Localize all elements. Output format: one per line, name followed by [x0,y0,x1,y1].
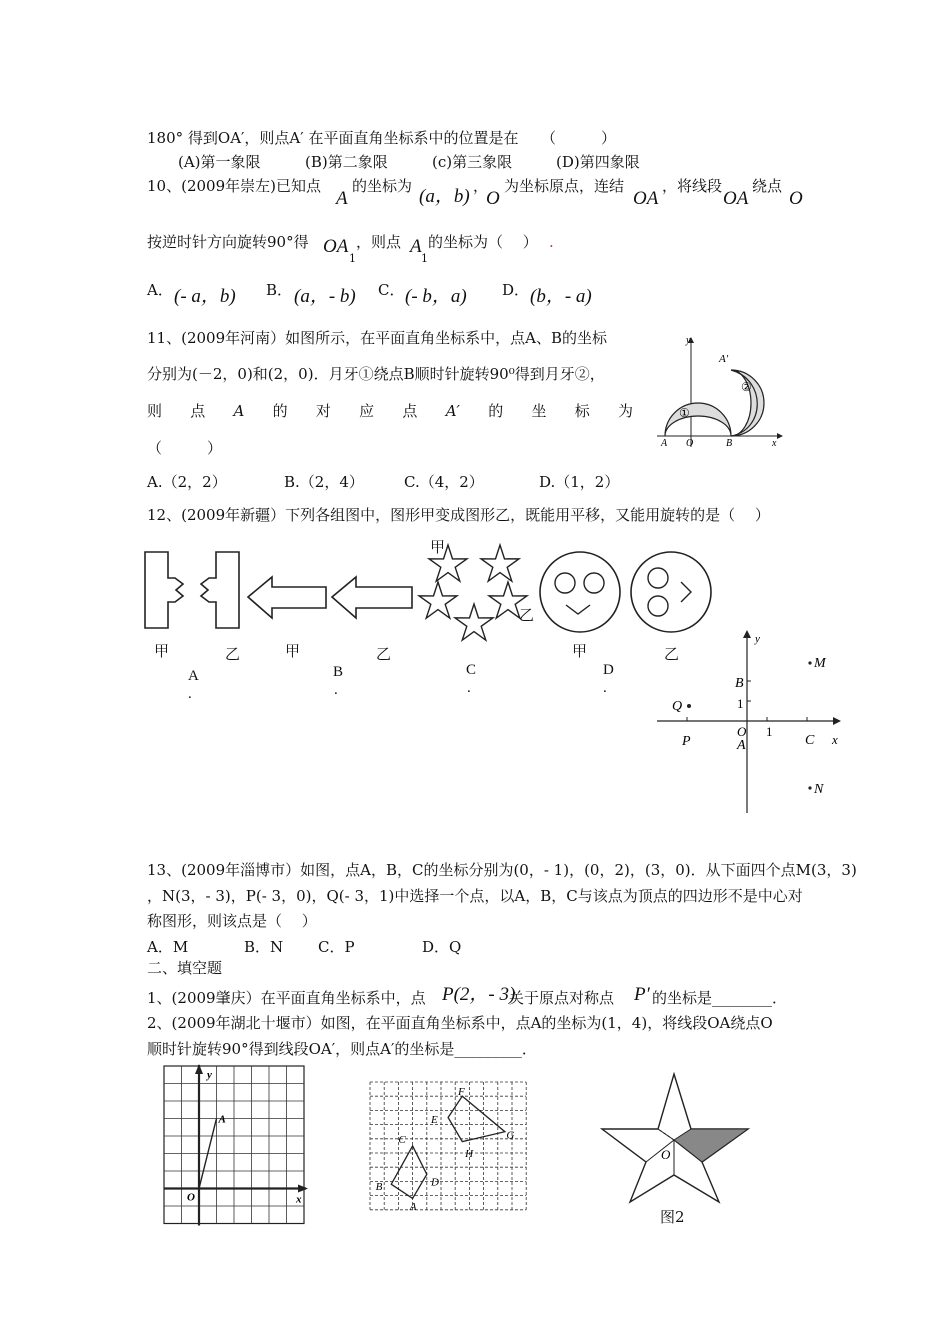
star-figure [600,1072,750,1207]
fig-b-label: B [726,438,733,449]
q10-opt-a-label: A． [147,281,173,299]
q13-option-d: D．Q [422,938,462,956]
q13-line3: 称图形，则该点是（ ） [147,912,317,930]
dashed-grid-label: H [465,1148,474,1160]
f2-line2: 顺时针旋转90°得到线段OA′，则点A′的坐标是_________． [147,1040,537,1058]
quad-efgh [448,1096,505,1141]
q12-option-c: C [466,662,477,678]
q10-opt-a: (- a，b) [174,286,236,307]
q12-label-yi-b: 乙 [376,645,392,663]
q13-coordinate-figure [655,630,855,820]
q10-text-2: ， [473,177,489,195]
q10-seg-oa-2: OA [723,188,749,209]
q10-opt-d-label: D． [502,281,530,299]
q13-option-b: B．N [244,938,284,956]
q11-line3 [147,401,633,421]
q12-option-a-dot: . [188,686,192,702]
grid-label: A [218,1113,226,1126]
q10-opt-b: (a，- b) [294,286,356,307]
fig-a-label: A [661,438,668,449]
f1-point-p: P(2，- 3) [442,984,516,1005]
dashed-grid-label: B [375,1180,383,1193]
moon2-label: ② [741,380,752,394]
q12-option-d: D [603,662,614,678]
q12-label-yi-a: 乙 [225,645,241,663]
q12-shape-a [143,550,243,632]
q13-b-label: B [735,676,744,691]
q10-line2-c: 的坐标为（ ） [428,233,538,251]
q9-option-d: (D)第四象限 [556,153,640,171]
q12-line: 12、(2009年新疆）下列各组图中，图形甲变成图形乙，既能用平移，又能用旋转的是（ ） [147,506,770,524]
q10-a1: A [410,236,422,257]
grid-x-arrow [298,1185,308,1193]
dashed-grid-label: D [431,1176,440,1189]
section-title-fill-blank: 二、填空题 [147,959,223,977]
q13-c-label: C [805,733,815,748]
q12-option-c-dot: . [467,680,471,696]
grid-figure [160,1064,310,1232]
q11-option-a: A.（2，2） [147,473,227,491]
f1-point-p2: P′ [634,984,650,1005]
dashed-grid-label: F [458,1086,465,1099]
q13-one-y: 1 [737,696,744,711]
grid-label: O [187,1191,195,1204]
q13-x-label: x [832,732,838,747]
q10-point-a: A [336,188,348,209]
q10-text-3: 为坐标原点，连结 [504,177,625,195]
f1-c: 的坐标是________． [652,989,788,1007]
q13-n-label: N [814,782,824,797]
q10-opt-d: (b，- a) [530,286,592,307]
dashed-grid-label: E [431,1114,438,1127]
grid-label: x [296,1193,302,1206]
q10-point-o-2: O [789,188,803,209]
q11-line1: 11、(2009年河南）如图所示，在平面直角坐标系中，点A、B的坐标 [147,329,607,347]
q13-one-x: 1 [766,724,773,739]
star-o-label: O [661,1147,671,1162]
q10-opt-b-label: B． [266,281,293,299]
star-shape [481,545,519,581]
q13-a-label: A [737,738,746,753]
q10-a1-sub: 1 [421,252,428,265]
dashed-grid-figure [368,1080,528,1220]
q12-label-jia-a: 甲 [154,642,170,660]
dashed-grid-label: G [506,1129,515,1142]
q13-m-label: M [814,656,826,671]
q10-coord: (a，b) [419,186,470,207]
star-shape [419,582,457,618]
star-shape [455,604,493,640]
star-caption: 图2 [660,1208,685,1226]
q9-continuation: 180° 得到OA′，则点A′ 在平面直角坐标系中的位置是在 （ ） [147,129,616,147]
q11-w: 标 [574,402,590,420]
q13-q-label: Q [672,699,683,714]
fig-o-label: O [686,438,694,449]
q10-text-1: 的坐标为 [352,177,413,195]
q12-shape-b [246,575,416,620]
q11-option-b: B.（2，4） [284,473,364,491]
q11-w: 为 [617,402,633,420]
q13-option-a: A．M [147,938,189,956]
q11-w: A′ [445,402,460,420]
fig-a1-label: A′ [719,353,729,365]
dashed-grid-label: A [409,1200,417,1213]
q11-w: 的 [488,402,504,420]
q11-w: 坐 [531,402,547,420]
q10-text-5: 绕点 [752,177,783,195]
q9-option-a: (A)第一象限 [178,153,261,171]
q10-lead: 10、(2009年崇左)已知点 [147,177,321,195]
q12-label-jia-c: 甲 [430,538,446,556]
q13-line1: 13、(2009年淄博市）如图，点A，B，C的坐标分别为(0，- 1)，(0，2)，(3，0)．从下面四个点M(3，3) [147,861,857,879]
q13-line2: ，N(3，- 3)，P(- 3，0)，Q(- 3，1)中选择一个点，以A，B，C与该点为顶点的四边形不是中心对 [147,887,803,905]
moon1-label: ① [679,406,690,420]
q11-line4: （ ） [147,439,223,457]
q11-w: 应 [359,402,375,420]
quad-abcd [391,1146,427,1199]
q10-text-4: ，将线段 [662,177,723,195]
q11-w: 的 [272,402,288,420]
q13-y-label: y [755,633,760,645]
q12-label-jia-b: 甲 [285,642,301,660]
q10-oa1: OA [323,236,349,257]
fig-x-label: x [772,438,777,449]
q12-shape-d [538,550,718,635]
q10-red-dot: . [549,233,554,251]
q12-label-jia-d: 甲 [572,642,588,660]
q11-w: 则 [147,402,163,420]
q13-option-c: C．P [318,938,355,956]
q13-p-label: P [682,734,691,749]
f1-b: 关于原点对称点 [509,989,615,1007]
f1-a: 1、(2009肇庆）在平面直角坐标系中，点 [147,989,426,1007]
q12-option-a: A [188,668,199,684]
q10-oa1-sub: 1 [349,252,356,265]
q12-option-d-dot: . [603,680,607,696]
q12-option-b-dot: . [334,682,338,698]
q10-point-o: O [486,188,500,209]
q11-option-c: C.（4，2） [404,473,484,491]
q9-option-b: (B)第二象限 [305,153,388,171]
q11-w: 点 [402,402,418,420]
q10-opt-c: (- b，a) [405,286,467,307]
q9-option-c: (c)第三象限 [432,153,513,171]
q11-w: 点 [190,402,206,420]
q11-w: A [233,402,245,420]
dashed-grid-label: C [398,1134,406,1147]
fig-y-label: y [686,335,691,346]
q11-w: 对 [315,402,331,420]
q10-opt-c-label: C． [378,281,405,299]
q13-o-label: O [737,724,747,739]
q11-moon-figure [655,335,785,450]
grid-label: y [207,1069,212,1081]
q10-seg-oa: OA [633,188,659,209]
q10-line2-a: 按逆时针方向旋转90°得 [147,233,309,251]
q12-label-yi-c: 乙 [519,606,535,624]
q12-option-b: B [333,664,344,680]
q10-line2-b: ，则点 [356,233,402,251]
f2-line1: 2、(2009年湖北十堰市）如图，在平面直角坐标系中，点A的坐标为(1，4)，将线段OA绕点O [147,1014,773,1032]
q12-label-yi-d: 乙 [664,645,680,663]
q11-line2: 分别为(－2，0)和(2，0)．月牙①绕点B顺时针旋转90⁰得到月牙②， [147,365,605,383]
q11-option-d: D.（1，2） [539,473,620,491]
